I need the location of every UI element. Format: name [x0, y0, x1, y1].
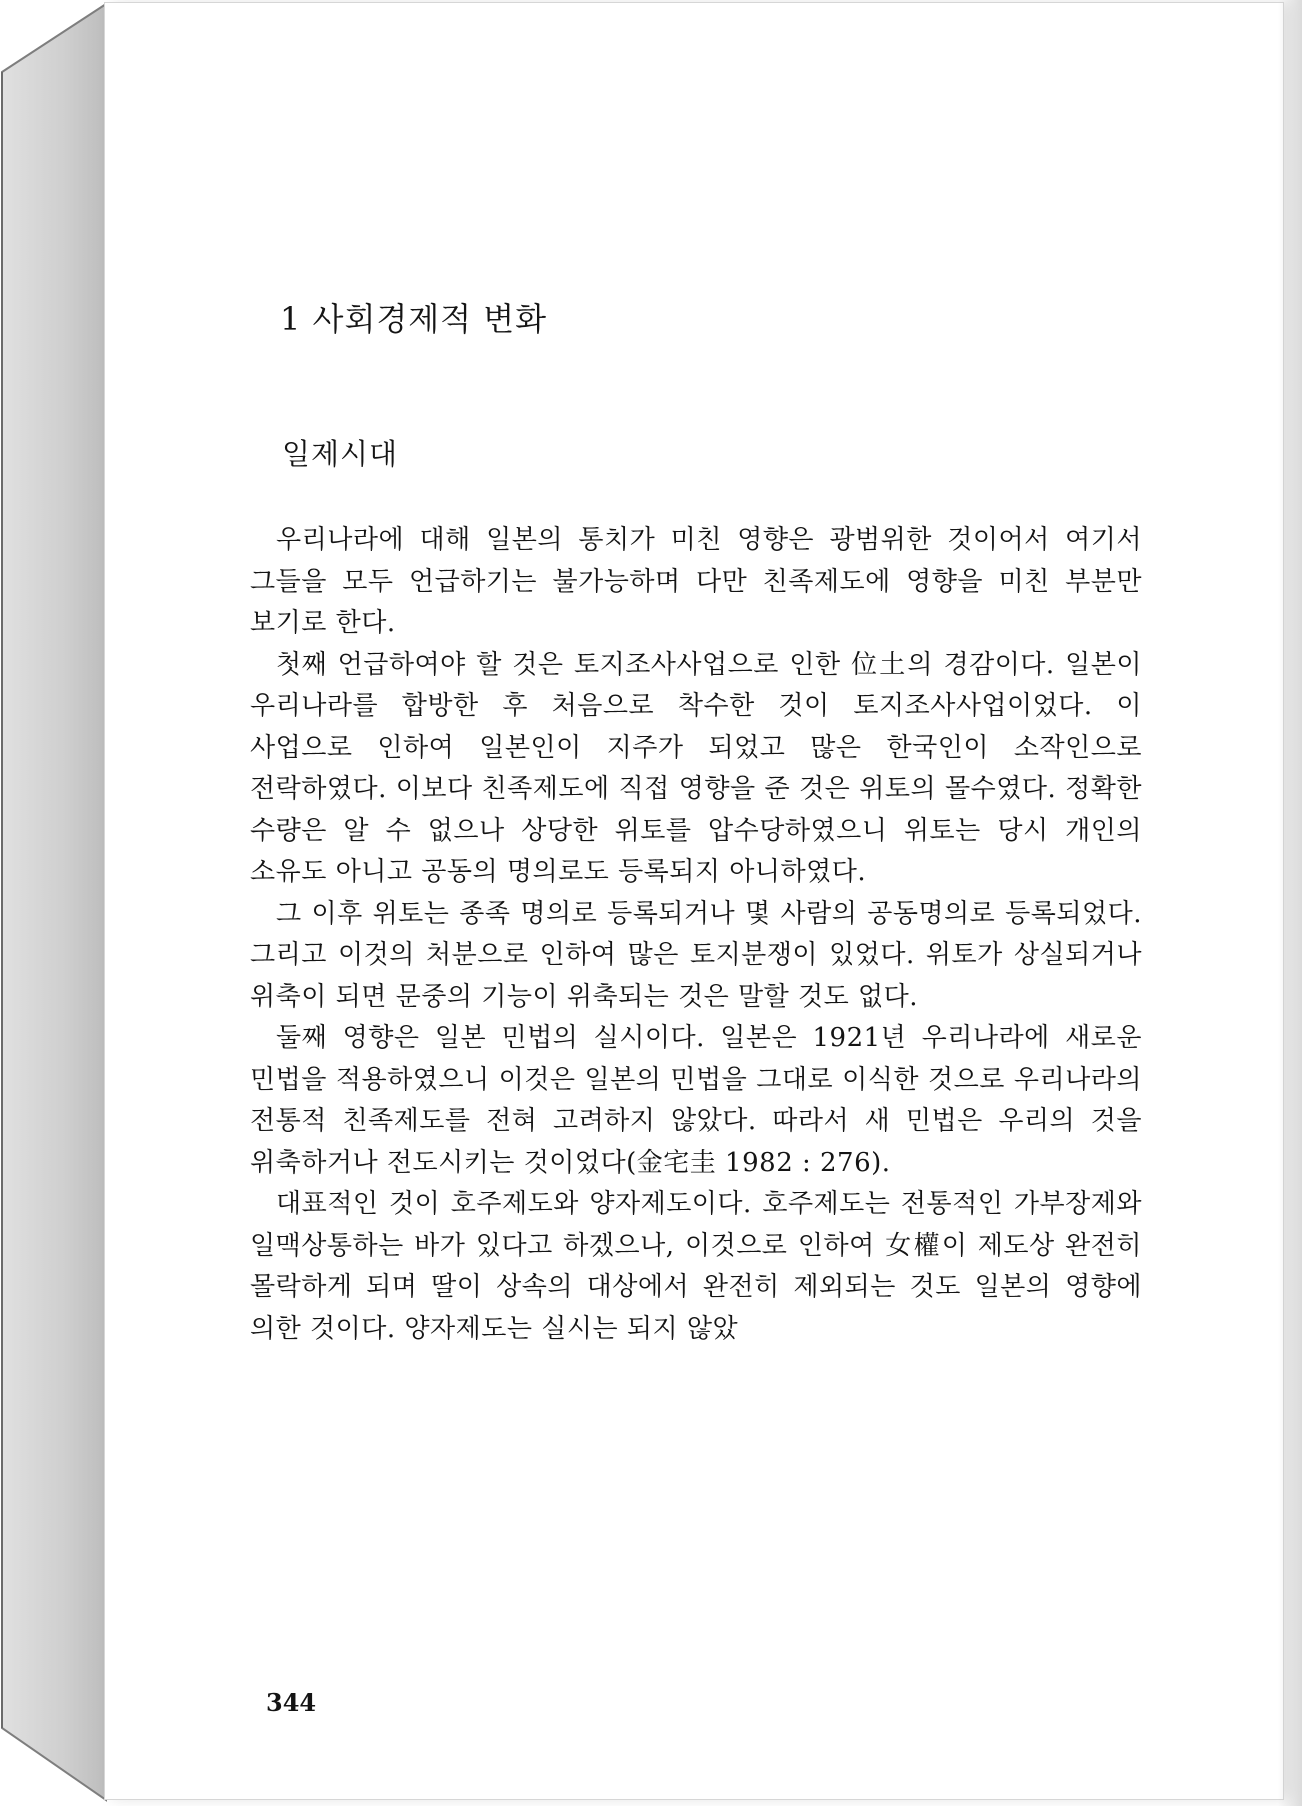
- chapter-heading: 1 사회경제적 변화: [280, 300, 548, 338]
- body-text: [250, 520, 1142, 1350]
- paragraph: 둘째 영향은 일본 민법의 실시이다. 일본은 1921년 우리나라에 새로운 민법을 적용하였으니 이것은 일본의 민법을 그대로 이식한 것으로 우리나라의 전통적 친족제도를 전혀 고려하지 않았다. 따라서 새 민법은 우리의 것을 위축하거나 전도시키는 것이었다(金宅圭 1982 : 276).: [250, 1023, 1142, 1178]
- section-heading: 일제시대: [282, 437, 399, 471]
- paragraph: 대표적인 것이 호주제도와 양자제도이다. 호주제도는 전통적인 가부장제와 일맥상통하는 바가 있다고 하겠으나, 이것으로 인하여 女權이 제도상 완전히 몰락하게 되며 딸이 상속의 대상에서 완전히 제외되는 것도 일본의 영향에 의한 것이다. 양자제도는 실시는 되지 않았: [250, 1189, 1142, 1344]
- book-spine: [0, 0, 110, 1806]
- paragraph: 우리나라에 대해 일본의 통치가 미친 영향은 광범위한 것이어서 여기서 그들을 모두 언급하기는 불가능하며 다만 친족제도에 영향을 미친 부분만 보기로 한다.: [250, 525, 1142, 638]
- page-edge-shadow: [1278, 0, 1302, 1806]
- paragraph: 첫째 언급하여야 할 것은 토지조사사업으로 인한 位土의 경감이다. 일본이 우리나라를 합방한 후 처음으로 착수한 것이 토지조사사업이었다. 이 사업으로 인하여 일본인이 지주가 되었고 많은 한국인이 소작인으로 전락하였다. 이보다 친족제도에 직접 영향을 준 것은 위토의 몰수였다. 정확한 수량은 알 수 없으나 상당한 위토를 압수당하였으니 위토는 당시 개인의 소유도 아니고 공동의 명의로도 등록되지 아니하였다.: [250, 649, 1142, 887]
- page-number: 344: [266, 1688, 317, 1717]
- book-spine-graphic: [0, 0, 110, 1806]
- paragraph: 그 이후 위토는 종족 명의로 등록되거나 몇 사람의 공동명의로 등록되었다. 그리고 이것의 처분으로 인하여 많은 토지분쟁이 있었다. 위토가 상실되거나 위축이 되면 문중의 기능이 위축되는 것은 말할 것도 없다.: [250, 898, 1142, 1012]
